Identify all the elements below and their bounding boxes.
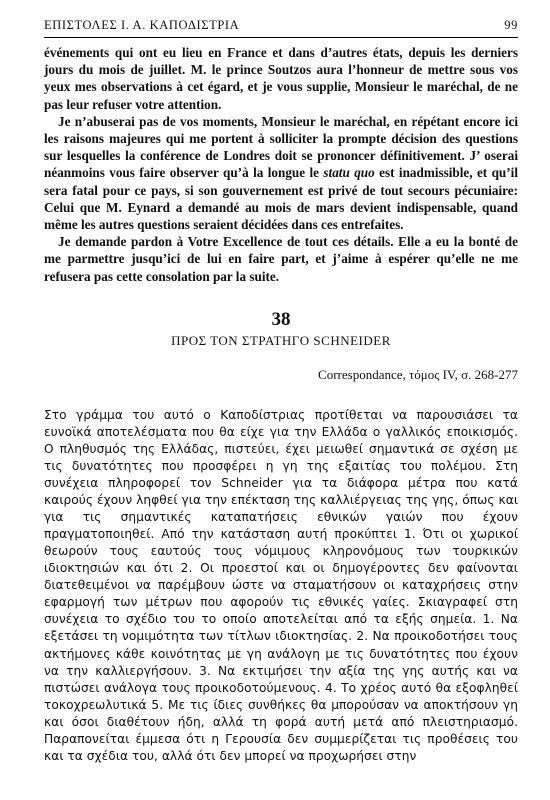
letter-title: ΠΡΟΣ ΤΟΝ ΣΤΡΑΤΗΓΟ SCHNEIDER bbox=[171, 332, 391, 348]
running-header bbox=[44, 18, 518, 38]
page-number: 99 bbox=[504, 18, 518, 32]
paragraph-text: Je n’abuserai pas de vos moments, Monsieur le maréchal, en répétant encore ici les raisons majeures qui me portent à solliciter la prompte décision des questions sur lesquelles la conférence de Londres doit se prononcer définitivement. J’ oserai néanmoins vous faire observer qu’à la longue le bbox=[44, 113, 518, 181]
paragraph-text: est inadmissible, et qu’il sera fatal pour ce pays, si son gouvernement est privé de tout secours pécuniaire: Celui que M. Eynard a demandé au mois de mars devient indispensable, quand même les autres questions seraient décidées dans ces entrefaites. bbox=[44, 165, 518, 233]
paragraph: événements qui ont eu lieu en France et dans d’autres états, depuis les derniers jours du mois de juillet. M. le prince Soutzos aura l’honneur de mettre sous vos yeux mes observations à cet égard, et je vous supplie, Monsieur le maréchal, de ne pas leur refuser votre attention. bbox=[44, 45, 518, 112]
paragraph bbox=[44, 113, 518, 233]
source-citation: Correspondance, τόμος IV, σ. 268-277 bbox=[318, 366, 518, 382]
greek-summary: Στο γράμμα του αυτό ο Καποδίστριας προτίθεται να παρουσιάσει τα ευνοϊκά αποτελέσματα που θα είχε για την Ελλάδα ο γαλλικός εποικισμός. Ο πληθυσμός της Ελλάδας, πιστεύει, έχει μειωθεί σημαντικά σε σχέση με τις δυνατότητες που προσφέρει η γη της εξαιτίας του πολέμου. Στη συνέχεια πληροφορεί τον Schneider για τα διάφορα μέτρα που κατά καιρούς έχουν ληφθεί για την επέκταση της καλλιέργειας της γης, όπως και για τις σημαντικές καταπατήσεις εθνικών γαιών που έχουν πραγματοποιηθεί. Από την κατάσταση αυτή προκύπτει 1. Ότι οι χωρικοί θεωρούν τους εαυτούς τους νόμιμους κληρονόμους των τουρκικών ιδιοκτησιών και ότι 2. Οι προεστοί και οι δημογέροντες δεν φαίνονται διατεθειμένοι να παρέμβουν ώστε να σταματήσουν οι καταχρήσεις στην εφαρμογή των μέτρων που αφορούν τις εθνικές γαίες. Σκιαγραφεί στη συνέχεια το σχέδιο του το οποίο αποτελείται από τα εξής σημεία. 1. Να εξετάσει τη νομιμότητα των τίτλων ιδιοκτησίας. 2. Να προικοδοτήσει τους ακτήμονες κάθε κοινότητας με γη ανάλογη με τις δυνατότητες που έχουν να την καλλιεργήσουν. 3. Να εκτιμήσει την αξία της γης αυτής και να πιστώσει ανάλογα τους προικοδοτούμενους. 4. Το χρέος αυτό θα εξοφληθεί τοκοχρεωλυτικά 5. Με τις ίδιες συνθήκες θα μπορούσαν να αποκτήσουν γη και όσοι διαθέτουν ήδη, αλλά τη φορά αυτή μετά από πλειστηριασμό. Παραπονείται έμμεσα ότι η Γερουσία δεν συμμερίζεται τις προθέσεις του και τα σχέδια του, αλλά ότι δεν μπορεί να προχωρήσει στην bbox=[44, 407, 518, 763]
running-title: ΕΠΙΣΤΟΛΕΣ Ι. Α. ΚΑΠΟΔΙΣΤΡΙΑ bbox=[44, 18, 240, 32]
letter-number: 38 bbox=[271, 308, 291, 330]
french-letter-text bbox=[44, 44, 518, 285]
italic-phrase: statu quo bbox=[323, 165, 375, 181]
letter-heading bbox=[44, 309, 518, 349]
paragraph: Je demande pardon à Votre Excellence de tout ces détails. Elle a eu la bonté de me parmettre jusqu’ici de lui en faire part, et j’aime à espérer qu’elle ne me refusera pas cette consolation par la suite. bbox=[44, 234, 518, 284]
